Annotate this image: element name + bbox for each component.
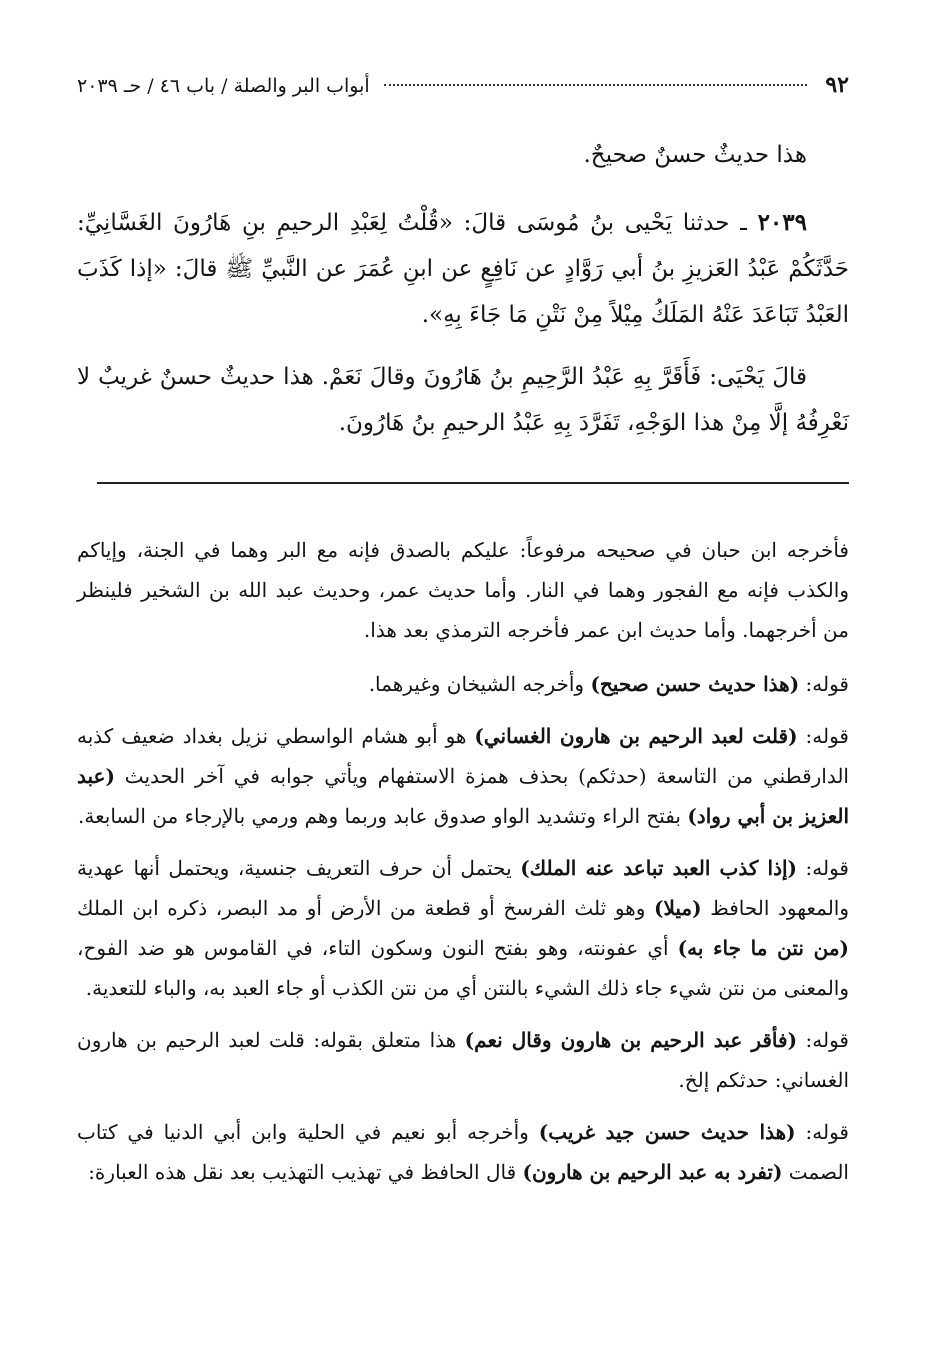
commentary-quote: (عبد العزيز بن أبي رواد) (77, 764, 849, 828)
commentary-lead: قوله: (799, 672, 849, 696)
hadith-body: ـ حدثنا يَحْيى بنُ مُوسَى قالَ: «قُلْتُ لِعَبْدِ الرحيمِ بنِ هَارُونَ الغَسَّانِيِّ: حَدَّثَكُمْ عَبْدُ العَزيزِ بنُ أبي رَوَّادٍ عن نَافِعٍ عن ابنِ عُمَرَ عن النَّبيِّ ﷺ قالَ: «إذا كَذَبَ العَبْدُ تَبَاعَدَ عَنْهُ المَلَكُ مِيْلاً مِنْ نَتْنِ مَا جَاءَ بِهِ». (77, 210, 849, 328)
commentary-quote: (هذا حديث حسن صحيح) (590, 672, 800, 696)
commentary-quote: (من نتن ما جاء به) (677, 936, 850, 960)
tirmidhi-comment: قالَ يَحْيَى: فَأَقَرَّ بِهِ عَبْدُ الرَّحِيمِ بنُ هَارُونَ وقالَ نَعَمْ. هذا حديثٌ حسنٌ غريبٌ لا نَعْرِفُهُ إلَّا مِنْ هذا الوَجْهِ، تَفَرَّدَ بِهِ عَبْدُ الرحيمِ بنُ هَارُونَ. (77, 364, 849, 436)
commentary-quote: (قلت لعبد الرحيم بن هارون الغساني) (474, 724, 798, 748)
page-number: ٩٢ (825, 72, 849, 98)
hadith-text (77, 200, 849, 338)
commentary-paragraph-6 (77, 1112, 849, 1192)
commentary-lead: قوله: (795, 1120, 849, 1144)
footnote-separator (97, 482, 849, 484)
commentary-paragraph-5 (77, 1020, 849, 1100)
commentary-paragraph-3 (77, 716, 849, 836)
running-title: أبواب البر والصلة / باب ٤٦ / حـ ٢٠٣٩ (77, 75, 370, 97)
page-header (77, 70, 849, 104)
commentary-quote: (ميلا) (654, 896, 702, 920)
commentary-lead: قوله: (797, 724, 849, 748)
commentary-quote: (تفرد به عبد الرحيم بن هارون) (522, 1160, 783, 1184)
commentary-text: وأخرجه أبو نعيم في الحلية وابن أبي الدنيا في كتاب الصمت (77, 1120, 849, 1184)
commentary-text: هو أبو هشام الواسطي نزيل بغداد ضعيف كذبه الدارقطني من التاسعة (حدثكم) بحذف همزة الاستفهام ويأتي جوابه في آخر الحديث (77, 724, 849, 788)
commentary-text: يحتمل أن حرف التعريف جنسية، ويحتمل أنها عهدية والمعهود الحافظ (77, 856, 850, 920)
commentary-section (77, 530, 849, 1192)
commentary-quote: (فأقر عبد الرحيم بن هارون وقال نعم) (464, 1028, 798, 1052)
commentary-lead: قوله: (797, 1028, 849, 1052)
commentary-text: هذا متعلق بقوله: قلت لعبد الرحيم بن هارون الغساني: حدثكم إلخ. (77, 1028, 849, 1092)
hadith-section (77, 132, 849, 446)
book-page (77, 70, 849, 1204)
commentary-text: وأخرجه الشيخان وغيرهما. (368, 672, 591, 696)
commentary-text: قال الحافظ في تهذيب التهذيب بعد نقل هذه العبارة: (88, 1160, 523, 1184)
hadith-grade-line: هذا حديثٌ حسنٌ صحيحٌ. (583, 142, 807, 168)
hadith-number: ٢٠٣٩ (757, 209, 807, 236)
commentary-lead: قوله: (797, 856, 849, 880)
commentary-paragraph-4 (77, 848, 849, 1008)
commentary-quote: (هذا حديث حسن جيد غريب) (538, 1120, 796, 1144)
commentary-text: بفتح الراء وتشديد الواو صدوق عابد وربما وهم ورمي بالإرجاء من السابعة. (78, 804, 688, 828)
commentary-quote: (إذا كذب العبد تباعد عنه الملك) (520, 856, 797, 880)
header-dotted-leader (384, 84, 808, 86)
commentary-paragraph-1: فأخرجه ابن حبان في صحيحه مرفوعاً: عليكم بالصدق فإنه مع البر وهما في الجنة، وإياكم والكذب فإنه مع الفجور وهما في النار. وأما حديث عمر، وحديث عبد الله بن الشخير فلينظر من أخرجهما. وأما حديث ابن عمر فأخرجه الترمذي بعد هذا. (77, 538, 849, 642)
commentary-text: وهو ثلث الفرسخ أو قطعة من الأرض أو مد البصر، ذكره ابن الملك (77, 896, 654, 920)
commentary-text: أي عفونته، وهو بفتح النون وسكون التاء، في القاموس هو ضد الفوح، والمعنى من نتن شيء جاء ذلك الشيء بالنتن أي من نتن الكذب أو جاء العبد به، والباء للتعدية. (77, 936, 849, 1000)
commentary-paragraph-2 (77, 664, 849, 704)
